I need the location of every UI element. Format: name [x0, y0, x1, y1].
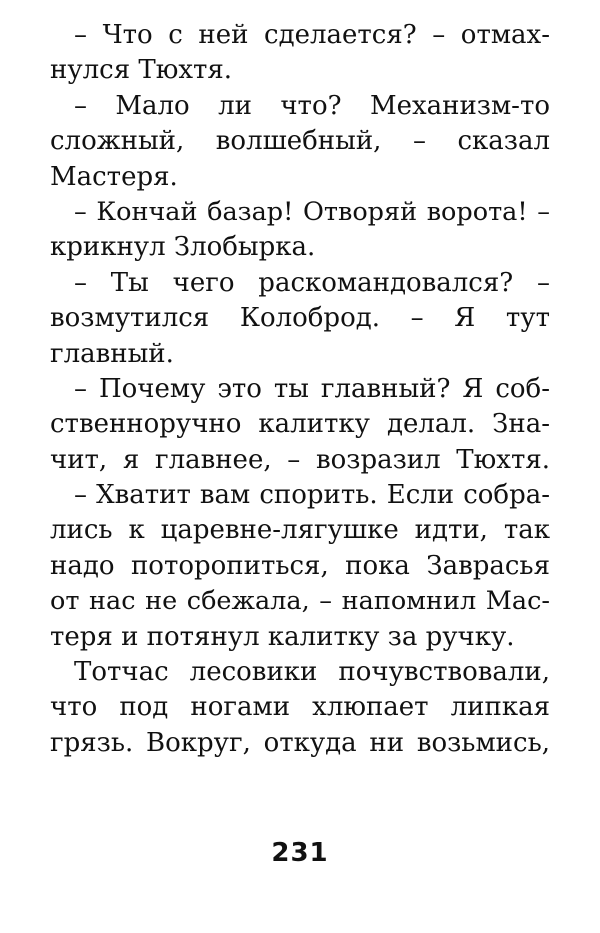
text-line: сложный, волшебный, – сказал [50, 126, 550, 157]
text-line: нулся Тюхтя. [50, 55, 233, 86]
text-line: лись к царевне-лягушке идти, так [50, 515, 550, 546]
text-line: – Хватит вам спорить. Если собра- [74, 480, 550, 511]
text-line: – Почему это ты главный? Я соб- [74, 373, 550, 404]
page-number: 231 [271, 838, 329, 868]
page-text [50, 18, 550, 761]
text-line: чит, я главнее, – возразил Тюхтя. [50, 444, 550, 475]
text-line: крикнул Злобырка. [50, 232, 316, 263]
text-line: от нас не сбежала, – напомнил Мас- [50, 586, 550, 617]
text-line: надо поторопиться, пока Заврасья [50, 550, 550, 581]
text-line: главный. [50, 338, 174, 369]
text-line: что под ногами хлюпает липкая [50, 692, 550, 723]
text-line: возмутился Колоброд. – Я тут [50, 303, 550, 334]
text-line: теря и потянул калитку за ручку. [50, 621, 515, 652]
text-line: – Ты чего раскомандовался? – [74, 267, 550, 298]
text-line: – Что с ней сделается? – отмах- [74, 20, 550, 50]
text-line: Тотчас лесовики почувствовали, [74, 657, 550, 688]
text-line: ственноручно калитку делал. Зна- [50, 409, 550, 440]
text-line: грязь. Вокруг, откуда ни возьмись, [50, 727, 550, 758]
text-line: – Кончай базар! Отворяй ворота! – [74, 196, 550, 227]
text-line: Мастеря. [50, 161, 178, 192]
text-line: – Мало ли что? Механизм-то [74, 90, 550, 121]
